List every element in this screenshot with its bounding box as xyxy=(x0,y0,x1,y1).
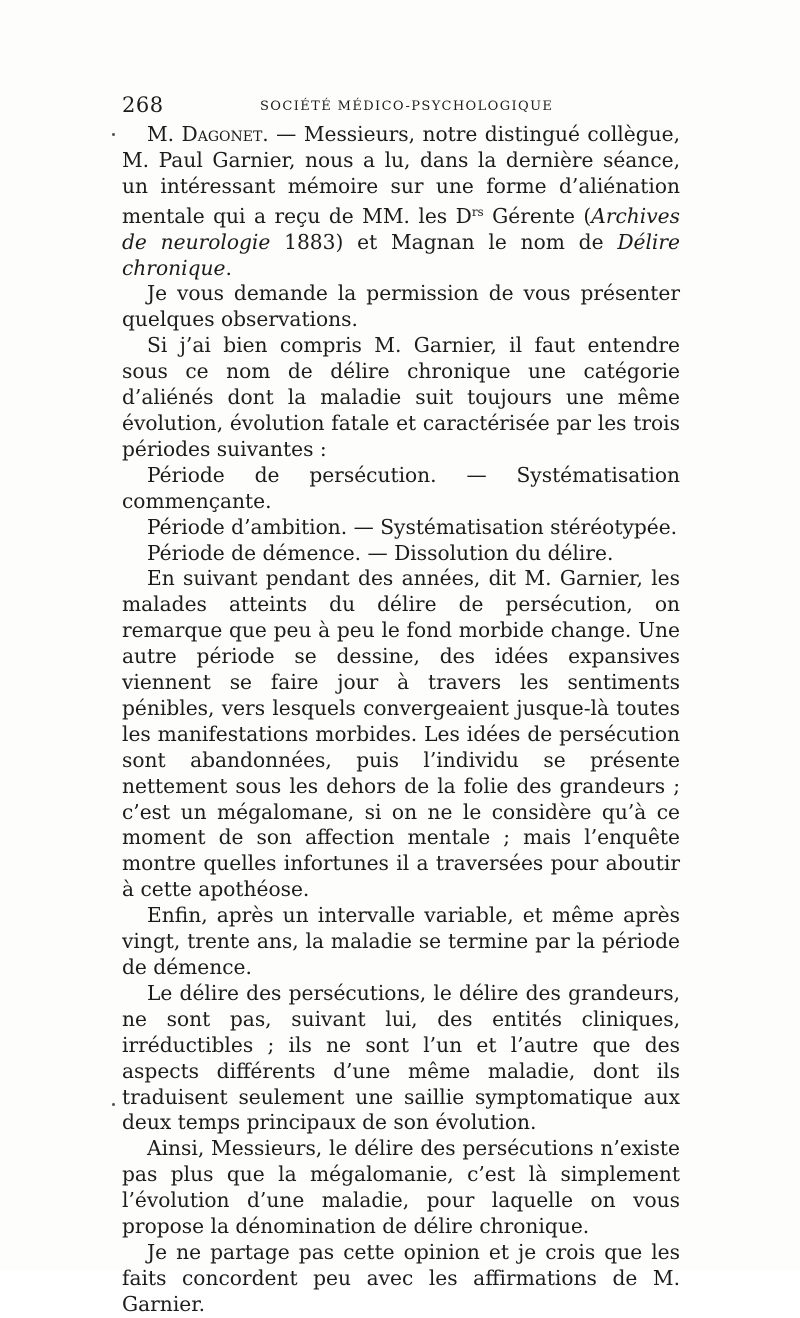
speaker-name: M. Dagonet. xyxy=(147,122,269,146)
paragraph-text: . xyxy=(225,255,232,280)
ink-speck xyxy=(112,1103,115,1106)
italic-disease-name: Délire chronique xyxy=(122,229,680,280)
superscript-drs: rs xyxy=(471,204,484,219)
paragraph: Si j’ai bien compris M. Garnier, il faut entendre sous ce nom de délire chronique une catégorie d’aliénés dont la maladie suit toujours une même évolution, évolution fatale et caractérisée par les trois périodes suivantes : xyxy=(122,333,680,461)
paragraph: En suivant pendant des années, dit M. Garnier, les malades atteints du délire de persécution, on remarque que peu à peu le fond morbide change. Une autre période se dessine, des idées expansives viennent se faire jour à travers les sentiments pénibles, vers lesquels convergeaient jusque-là toutes les manifestations morbides. Les idées de persécution sont abandonnées, puis l’individu se présente nettement sous les dehors de la folie des grandeurs ; c’est un mégalomane, si on ne le considère qu’à ce moment de son affection mentale ; mais l’enquête montre quelles infortunes il a traversées pour aboutir à cette apothéose. xyxy=(122,566,680,902)
body-text xyxy=(122,122,680,1318)
period-persecution: Période de persécution. — Systématisation commençante. xyxy=(122,462,680,513)
italic-journal-title: Archives de neurologie xyxy=(122,203,680,254)
ink-speck xyxy=(112,133,115,136)
paragraph-text: Gérente ( xyxy=(483,203,592,228)
paragraph-text: — Messieurs, notre distingué collègue, M. Paul Garnier, nous a lu, dans la dernière séance, un intéressant mémoire sur une forme d’aliénation mentale qui a reçu de MM. les D xyxy=(122,122,680,228)
period-dementia: Période de démence. — Dissolution du délire. xyxy=(147,540,614,565)
paragraph: Je ne partage pas cette opinion et je crois que les faits concordent peu avec les affirmations de M. Garnier. xyxy=(122,1239,680,1316)
running-head: SOCIÉTÉ MÉDICO-PSYCHOLOGIQUE xyxy=(260,99,554,114)
paragraph: Enfin, après un intervalle variable, et même après vingt, trente ans, la maladie se termine par la période de démence. xyxy=(122,903,680,979)
page-header xyxy=(122,93,682,123)
period-ambition: Période d’ambition. — Systématisation stéréotypée. xyxy=(147,514,678,539)
paragraph: Ainsi, Messieurs, le délire des persécutions n’existe pas plus que la mégalomanie, c’est là simplement l’évolution d’une maladie, pour laquelle on vous propose la dénomination de délire chronique. xyxy=(122,1136,680,1239)
paragraph-dagonet xyxy=(122,122,680,281)
paragraph: Je vous demande la permission de vous présenter quelques observations. xyxy=(122,281,680,332)
paragraph: Le délire des persécutions, le délire des grandeurs, ne sont pas, suivant lui, des entités cliniques, irréductibles ; ils ne sont l’un et l’autre que des aspects différents d’une même maladie, dont ils traduisent seulement une saillie symptomatique aux deux temps principaux de son évolution. xyxy=(122,980,680,1135)
page-number: 268 xyxy=(122,93,164,117)
paragraph-text: 1883) et Magnan le nom de xyxy=(270,229,618,254)
